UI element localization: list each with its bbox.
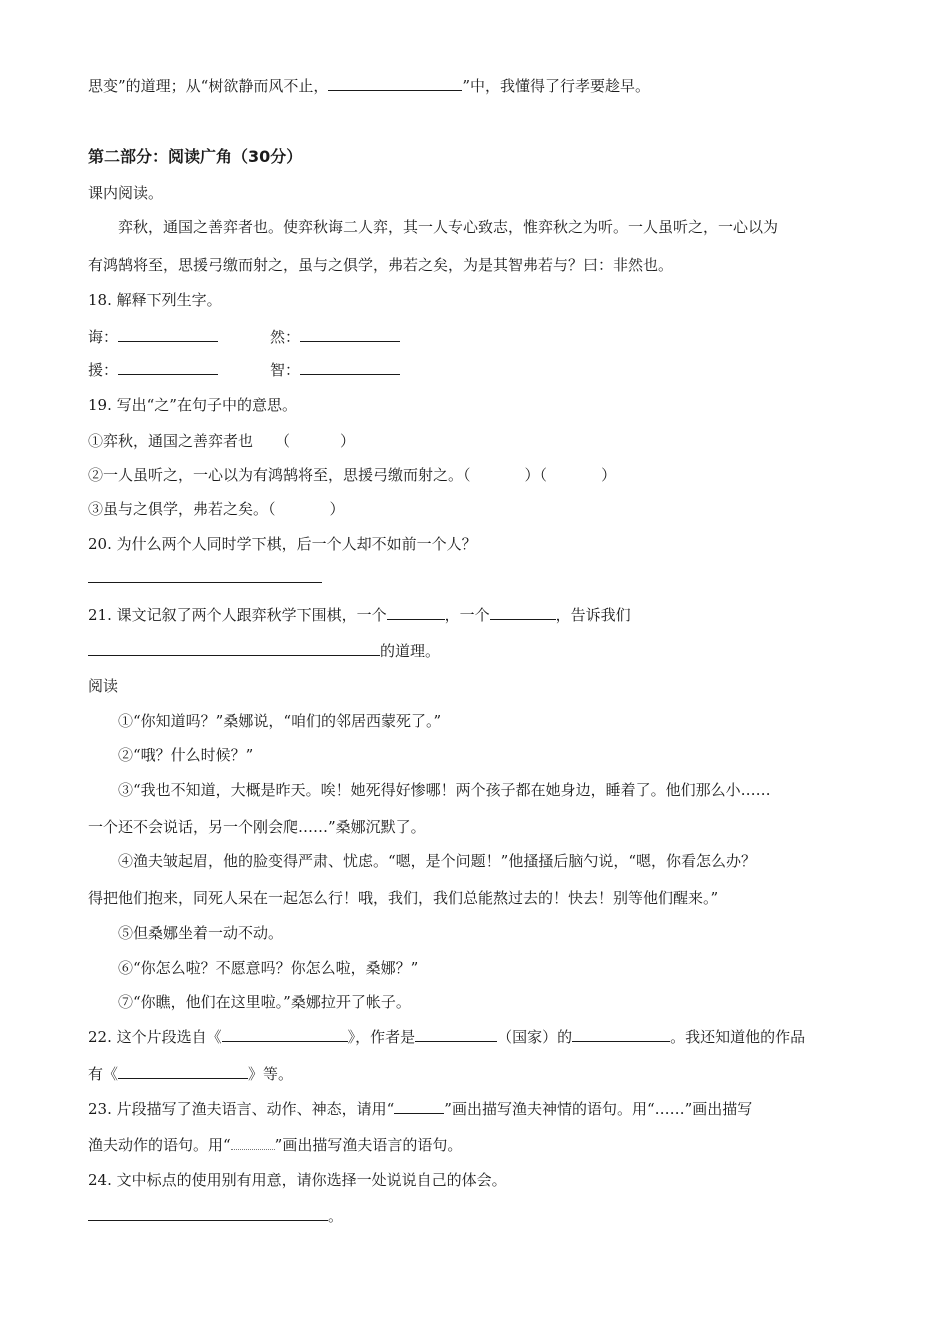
paren-open: （ (539, 466, 548, 484)
answer-blank[interactable] (118, 1064, 248, 1079)
paren-open: （ (268, 500, 276, 518)
q21-text-3: ，告诉我们 (555, 606, 631, 624)
wavy-underline-sample (231, 1135, 275, 1150)
q24-end-mark: 。 (328, 1207, 344, 1225)
answer-blank[interactable] (88, 568, 322, 583)
paren-close: ） (340, 432, 356, 450)
paren-close: ） (601, 466, 617, 484)
q22-text-1: 22. 这个片段选自《 (88, 1028, 222, 1046)
q24-stem: 24. 文中标点的使用别有用意，请你选择一处说说自己的体会。 (88, 1171, 507, 1189)
q22-line-2 (88, 1064, 293, 1084)
q19-sentence-2: ②一人虽听之，一心以为有鸿鹄将至，思援弓缴而射之。 (88, 466, 464, 484)
q22-text-3: （国家）的 (497, 1028, 573, 1046)
q20-answer-line (88, 568, 322, 588)
q18-row-1 (88, 327, 218, 347)
reading-para-4b: 得把他们抱来，同死人呆在一起怎么行！哦，我们，我们总能熬过去的！快去！别等他们醒来。” (88, 889, 719, 907)
paren-open: （ (463, 466, 471, 484)
q19-item-3 (88, 499, 345, 519)
q18-stem: 18. 解释下列生字。 (88, 291, 222, 309)
q20-stem: 20. 为什么两个人同时学下棋，后一个人却不如前一个人？ (88, 535, 477, 553)
reading-para-6: ⑥“你怎么啦？不愿意吗？你怎么啦，桑娜？” (118, 959, 419, 977)
reading-para-5: ⑤但桑娜坐着一动不动。 (118, 924, 284, 942)
reading-para-7: ⑦“你瞧，他们在这里啦。”桑娜拉开了帐子。 (118, 993, 411, 1011)
answer-blank[interactable] (572, 1027, 670, 1042)
top-line-text-post: ”中，我懂得了行孝要趁早。 (462, 77, 651, 95)
q18-label-hui: 诲： (88, 328, 119, 346)
underline-sample (394, 1099, 444, 1114)
q21-line-1 (88, 605, 631, 625)
reading-para-3a: ③“我也不知道，大概是昨天。唉！她死得好惨哪！两个孩子都在她身边，睡着了。他们那么小…… (118, 781, 771, 799)
answer-blank[interactable] (490, 605, 556, 620)
q18-label-zhi: 智： (270, 361, 301, 379)
reading-para-1: ①“你知道吗？”桑娜说，“咱们的邻居西蒙死了。” (118, 712, 442, 730)
answer-blank[interactable] (88, 641, 380, 656)
q18-row-2 (88, 360, 218, 380)
q19-sentence-3: ③虽与之俱学，弗若之矣。 (88, 500, 269, 518)
answer-blank[interactable] (118, 327, 218, 342)
answer-blank[interactable] (88, 1206, 328, 1221)
reading-para-4a: ④渔夫皱起眉，他的脸变得严肃、忧虑。“嗯，是个问题！”他搔搔后脑勺说，“嗯，你看怎么办？ (118, 852, 757, 870)
q22-line-1 (88, 1027, 805, 1047)
q18-row-2b (270, 360, 400, 380)
answer-blank[interactable] (415, 1027, 497, 1042)
q18-label-ran: 然： (270, 328, 301, 346)
q19-item-2 (88, 465, 616, 485)
q18-row-1b (270, 327, 400, 347)
answer-blank[interactable] (328, 76, 462, 91)
q18-label-yuan: 援： (88, 361, 119, 379)
passage-line-1: 弈秋，通国之善弈者也。使弈秋诲二人弈，其一人专心致志，惟弈秋之为听。一人虽听之，一心以为 (118, 218, 779, 236)
q21-text-1: 21. 课文记叙了两个人跟弈秋学下围棋，一个 (88, 606, 387, 624)
q23-text-3: 渔夫动作的语句。用“ (88, 1136, 231, 1154)
q22-text-6: 》等。 (248, 1065, 294, 1083)
q19-sentence-1: ①弈秋，通国之善弈者也 (88, 432, 254, 450)
q22-text-5: 有《 (88, 1065, 119, 1083)
reading-para-2: ②“哦？什么时候？” (118, 746, 254, 764)
q21-line-2 (88, 641, 440, 661)
answer-blank[interactable] (300, 327, 400, 342)
answer-blank[interactable] (118, 360, 218, 375)
q19-stem: 19. 写出“之”在句子中的意思。 (88, 396, 297, 414)
q21-text-2: ，一个 (444, 606, 490, 624)
reading-label: 阅读 (88, 677, 119, 695)
passage-line-2: 有鸿鹄将至，思援弓缴而射之，虽与之俱学，弗若之矣，为是其智弗若与？曰：非然也。 (88, 256, 674, 274)
q23-line-1 (88, 1099, 752, 1119)
q23-text-1: 23. 片段描写了渔夫语言、动作、神态，请用“ (88, 1100, 395, 1118)
q21-text-4: 的道理。 (380, 642, 441, 660)
answer-blank[interactable] (222, 1027, 348, 1042)
section-subtitle: 课内阅读。 (88, 184, 164, 202)
q23-line-2 (88, 1135, 462, 1155)
q22-text-2: 》，作者是 (347, 1028, 416, 1046)
q19-item-1 (88, 431, 355, 451)
answer-blank[interactable] (300, 360, 400, 375)
q22-text-4: 。我还知道他的作品 (670, 1028, 806, 1046)
paren-close: ） (329, 500, 345, 518)
section-title: 第二部分：阅读广角（30分） (88, 147, 303, 166)
paren-close: ） (524, 466, 540, 484)
paren-open: （ (275, 432, 291, 450)
q23-text-4: ”画出描写渔夫语言的语句。 (274, 1136, 463, 1154)
top-line (88, 76, 650, 96)
reading-para-3b: 一个还不会说话，另一个刚会爬……”桑娜沉默了。 (88, 818, 426, 836)
q24-answer-line (88, 1206, 343, 1226)
top-line-text-pre: 思变”的道理；从“树欲静而风不止， (88, 77, 329, 95)
answer-blank[interactable] (387, 605, 445, 620)
q23-text-2: ”画出描写渔夫神情的语句。用“……”画出描写 (444, 1100, 753, 1118)
